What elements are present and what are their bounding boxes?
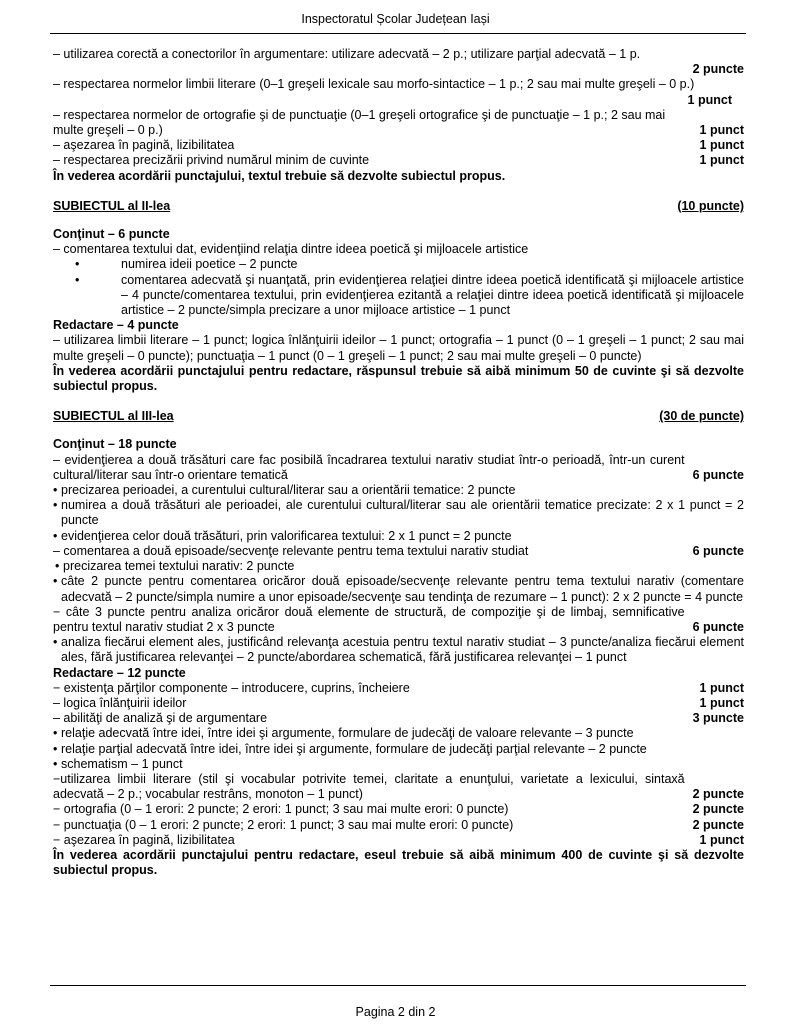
s3-c2-row	[53, 544, 744, 559]
s2-redactare-heading: Redactare – 4 puncte	[53, 318, 179, 333]
s3-c3-bullet-a: • analiza fiecărui element ales, justificând relevanţa acestuia pentru textul narativ studiat – 3 puncte/analiza fiecărui element ales, fără justificarea relevanţei – 2 puncte/abordarea schematică, fără justificarea relevanţei – 1 punct	[53, 635, 744, 665]
bullet-dot: •	[53, 483, 58, 498]
s2-comentare: – comentarea textului dat, evidenţiind relaţia dintre ideea poetică şi mijloacele artistice	[53, 242, 529, 257]
s3-r1-row	[53, 681, 744, 696]
s3-r3-bullet-b: • relaţie parţial adecvată între idei, între idei şi argumente, formulare de judecăţi parţial relevante – 2 puncte	[53, 741, 647, 756]
bullet-dot: •	[75, 272, 80, 287]
page-header: Inspectoratul Școlar Județean Iași	[301, 12, 490, 26]
s3-r5: − ortografia (0 – 1 erori: 2 puncte; 2 erori: 1 punct; 3 sau mai multe erori: 0 puncte)	[53, 802, 509, 817]
s3-r3: – abilităţi de analiză şi de argumentare	[53, 711, 268, 726]
s3-r6-row	[53, 818, 744, 833]
item-norme-limba: – respectarea normelor limbii literare (0–1 greşeli lexicale sau morfo-sintactice – 1 p.; 2 sau mai multe greşeli – 0 p.)	[53, 77, 695, 92]
s3-r1: − existenţa părţilor componente – introducere, cuprins, încheiere	[53, 680, 410, 695]
s3-c1-bullet-c: • evidenţierea celor două trăsături, prin valorificarea textului: 2 x 1 punct = 2 puncte	[53, 528, 512, 543]
s2-redactare-text: – utilizarea limbii literare – 1 punct; logica înlănţuirii ideilor – 1 punct; ortografia – 1 punct (0 – 1 greşeli – 1 punct; 2 sau mai multe greşeli – 0 puncte); punctuaţia – 1 punct (0 – 1 greşeli – 1 punct; 2 sau mai multe greşeli – 0 puncte)	[53, 333, 744, 363]
bullet-dot: •	[53, 741, 58, 756]
s3-r7-row	[53, 833, 744, 848]
s3-r3-points: 3 puncte	[692, 711, 744, 726]
s3-r6: − punctuaţia (0 – 1 erori: 2 puncte; 2 erori: 1 punct; 3 sau mai multe erori: 0 puncte)	[53, 817, 514, 832]
bullet-dot: •	[53, 635, 58, 650]
s3-r5-row	[53, 802, 744, 817]
footer-rule	[50, 985, 746, 986]
s3-redactare-heading: Redactare – 12 puncte	[53, 665, 186, 680]
item-cuvinte-row	[53, 153, 744, 168]
s3-c2-points: 6 puncte	[692, 543, 744, 558]
item-conectori: – utilizarea corectă a conectorilor în argumentare: utilizare adecvată – 2 p.; utilizare parţial adecvată – 1 p.	[53, 47, 641, 61]
s3-r7-points: 1 punct	[699, 832, 744, 847]
s3-r4-row	[53, 772, 744, 802]
s3-c3: − câte 3 puncte pentru analiza oricăror două elemente de structură, de compoziţie şi de limbaj, semnificative pentru textul narativ studiat 2 x 3 puncte	[53, 604, 685, 634]
item-norme-limba-points: 1 punct	[687, 92, 732, 107]
s3-r3-row	[53, 711, 744, 726]
s3-c1: – evidenţierea a două trăsături care fac posibilă încadrarea textului narativ studiat într-o perioadă, într-un curent cultural/literar sau într-o orientare tematică	[53, 452, 685, 482]
s3-c1-row	[53, 453, 744, 483]
bullet-dot: •	[53, 726, 58, 741]
s3-c3-points: 6 puncte	[692, 619, 744, 634]
s3-continut-heading: Conţinut – 18 puncte	[53, 437, 177, 452]
s3-r4: −utilizarea limbii literare (stil şi vocabular potrivite temei, claritate a enunţului, varietate a lexicului, sintaxă adecvată – 2 p.; vocabular restrâns, monoton – 1 punct)	[53, 771, 685, 802]
s3-c2: – comentarea a două episoade/secvenţe relevante pentru tema textului narativ studiat	[53, 543, 529, 558]
page-footer: Pagina 2 din 2	[355, 1005, 436, 1019]
bullet-dot: •	[53, 756, 58, 771]
s3-c3-row	[53, 605, 744, 635]
s2-bullet-2: • comentarea adecvată şi nuanţată, prin evidenţierea relaţiei dintre ideea poetică identificată şi mijloacele artistice – 4 puncte/comentarea textului, prin evidenţierea ezitantă a relaţiei dintre ideea poetică identificată şi mijloacele artistice – 2 puncte/simpla precizare a unor mijloace artistice – 1 punct	[75, 272, 744, 318]
item-cuvinte: – respectarea precizării privind numărul minim de cuvinte	[53, 153, 370, 168]
s3-r4-points: 2 puncte	[692, 787, 744, 802]
subject-2-points: (10 puncte)	[677, 198, 744, 213]
s3-r1-points: 1 punct	[699, 680, 744, 695]
s3-r7: − aşezarea în pagină, lizibilitatea	[53, 832, 235, 847]
document-body	[53, 47, 744, 878]
s3-r5-points: 2 puncte	[692, 802, 744, 817]
item-ortografie-points: 1 punct	[699, 123, 744, 138]
s3-c2-bullet-b: • câte 2 puncte pentru comentarea oricăror două episoade/secvenţe relevante pentru tema textului narativ (comentare adecvată – 2 puncte/simpla numire a unor episoade/secvenţe sau tendinţa de rezumare – 1 punct): 2 x 2 puncte = 4 puncte	[53, 574, 744, 604]
item-ortografie-row	[53, 108, 744, 138]
subject-3-heading	[53, 409, 744, 424]
s2-note: În vederea acordării punctajului pentru redactare, răspunsul trebuie să aibă minimum 50 de cuvinte şi să dezvolte subiectul propus.	[53, 363, 744, 394]
item-asezare: – aşezarea în pagină, lizibilitatea	[53, 138, 235, 153]
item-cuvinte-points: 1 punct	[699, 153, 744, 168]
item-asezare-row	[53, 138, 744, 153]
subject-2-title: SUBIECTUL al II-lea	[53, 198, 171, 213]
top-note: În vederea acordării punctajului, textul trebuie să dezvolte subiectul propus.	[53, 168, 506, 183]
s3-c2-bullet-a: • precizarea temei textului narativ: 2 puncte	[55, 559, 295, 574]
subject-3-points: (30 de puncte)	[659, 409, 744, 424]
s3-r2: – logica înlănţuirii ideilor	[53, 695, 187, 710]
bullet-dot: •	[53, 574, 58, 589]
item-asezare-points: 1 punct	[699, 138, 744, 153]
s3-note: În vederea acordării punctajului pentru redactare, eseul trebuie să aibă minimum 400 de cuvinte şi să dezvolte subiectul propus.	[53, 847, 744, 878]
bullet-dot: •	[53, 498, 58, 513]
header-rule	[50, 33, 746, 34]
subject-3-title: SUBIECTUL al III-lea	[53, 409, 174, 424]
s3-r2-points: 1 punct	[699, 695, 744, 710]
s3-r2-row	[53, 696, 744, 711]
s3-c1-bullet-b: • numirea a două trăsături ale perioadei, ale curentului cultural/literar sau ale orientării tematice precizate: 2 x 1 punct = 2 puncte	[53, 498, 744, 528]
s3-c1-bullet-a: • precizarea perioadei, a curentului cultural/literar sau a orientării tematice: 2 puncte	[53, 483, 516, 498]
s3-r6-points: 2 puncte	[692, 817, 744, 832]
s3-r3-bullet-c: • schematism – 1 punct	[53, 756, 183, 771]
s3-c1-points: 6 puncte	[692, 467, 744, 482]
subject-2-heading	[53, 199, 744, 214]
bullet-dot: •	[55, 559, 60, 574]
bullet-dot: •	[53, 528, 58, 543]
s3-r3-bullet-a: • relaţie adecvată între idei, între idei şi argumente, formulare de judecăţi de valoare relevante – 3 puncte	[53, 726, 634, 741]
item-conectori-points: 2 puncte	[692, 62, 744, 77]
bullet-dot: •	[75, 257, 80, 272]
s2-bullet-1: • numirea ideii poetice – 2 puncte	[75, 257, 298, 272]
item-ortografie: – respectarea normelor de ortografie şi de punctuaţie (0–1 greşeli ortografice şi de punctuaţie – 1 p.; 2 sau mai multe greşeli – 0 p.)	[53, 107, 666, 138]
s2-continut-heading: Conţinut – 6 puncte	[53, 227, 170, 242]
